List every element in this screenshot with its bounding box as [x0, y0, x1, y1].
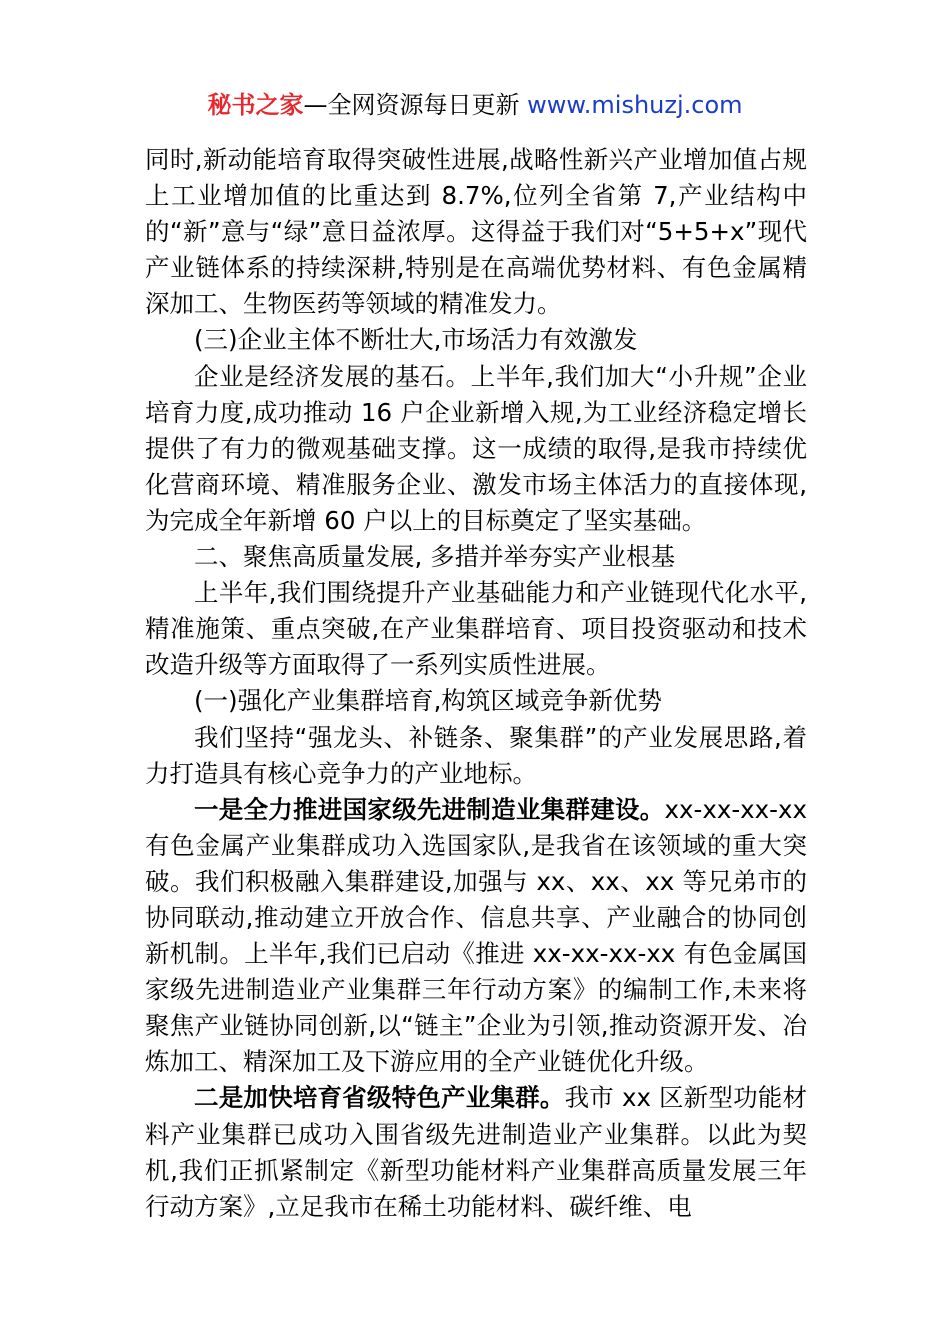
paragraph: 上半年,我们围绕提升产业基础能力和产业链现代化水平,精准施策、重点突破,在产业集群培育、项目投资驱动和技术改造升级等方面取得了一系列实质性进展。 [145, 578, 807, 680]
site-url-link[interactable]: www.mishuzj.com [527, 91, 743, 119]
point-1-lead: 一是全力推进国家级先进制造业集群建设。 [194, 794, 665, 824]
section-heading-3: (三)企业主体不断壮大,市场活力有效激发 [194, 325, 638, 355]
site-brand: 秘书之家 [207, 91, 304, 119]
site-header [0, 88, 950, 122]
section-heading-1: (一)强化产业集群培育,构筑区域竞争新优势 [194, 686, 662, 716]
paragraph: 企业是经济发展的基石。上半年,我们加大“小升规”企业培育力度,成功推动 16 户企业新增入规,为工业经济稳定增长提供了有力的微观基础支撑。这一成绩的取得,是我市持续优化营商环境、精准服务企业、激发市场主体活力的直接体现,为完成全年新增 60 户以上的目标奠定了坚实基础。 [145, 361, 807, 535]
point-2-lead: 二是加快培育省级特色产业集群。 [194, 1083, 565, 1113]
point-1-text: xx-xx-xx-xx 有色金属产业集群成功入选国家队,是我省在该领域的重大突破。我们积极融入集群建设,加强与 xx、xx、xx 等兄弟市的协同联动,推动建立开放合作、信息共享、产业融合的协同创新机制。上半年,我们已启动《推进 xx-xx-xx-xx 有色金属国家级先进制造业产业集群三年行动方案》的编制工作,未来将聚焦产业链协同创新,以“链主”企业为引领,推动资源开发、冶炼加工、精深加工及下游应用的全产业链优化升级。 [145, 794, 807, 1077]
site-tagline: —全网资源每日更新 [303, 91, 528, 119]
paragraph-point-1 [145, 792, 807, 1081]
paragraph: 我们坚持“强龙头、补链条、聚集群”的产业发展思路,着力打造具有核心竞争力的产业地标。 [145, 722, 807, 788]
document-body [145, 142, 807, 1225]
point-2-text: 我市 xx 区新型功能材料产业集群已成功入围省级先进制造业产业集群。以此为契机,我们正抓紧制定《新型功能材料产业集群高质量发展三年行动方案》,立足我市在稀土功能材料、碳纤维、电 [145, 1083, 807, 1221]
chapter-heading-2: 二、聚焦高质量发展, 多措并举夯实产业根基 [194, 542, 676, 572]
paragraph-continuation: 同时,新动能培育取得突破性进展,战略性新兴产业增加值占规上工业增加值的比重达到 8.7%,位列全省第 7,产业结构中的“新”意与“绿”意日益浓厚。这得益于我们对“5+5+x”现代产业链体系的持续深耕,特别是在高端优势材料、有色金属精深加工、生物医药等领域的精准发力。 [145, 145, 807, 319]
paragraph-point-2 [145, 1080, 807, 1224]
